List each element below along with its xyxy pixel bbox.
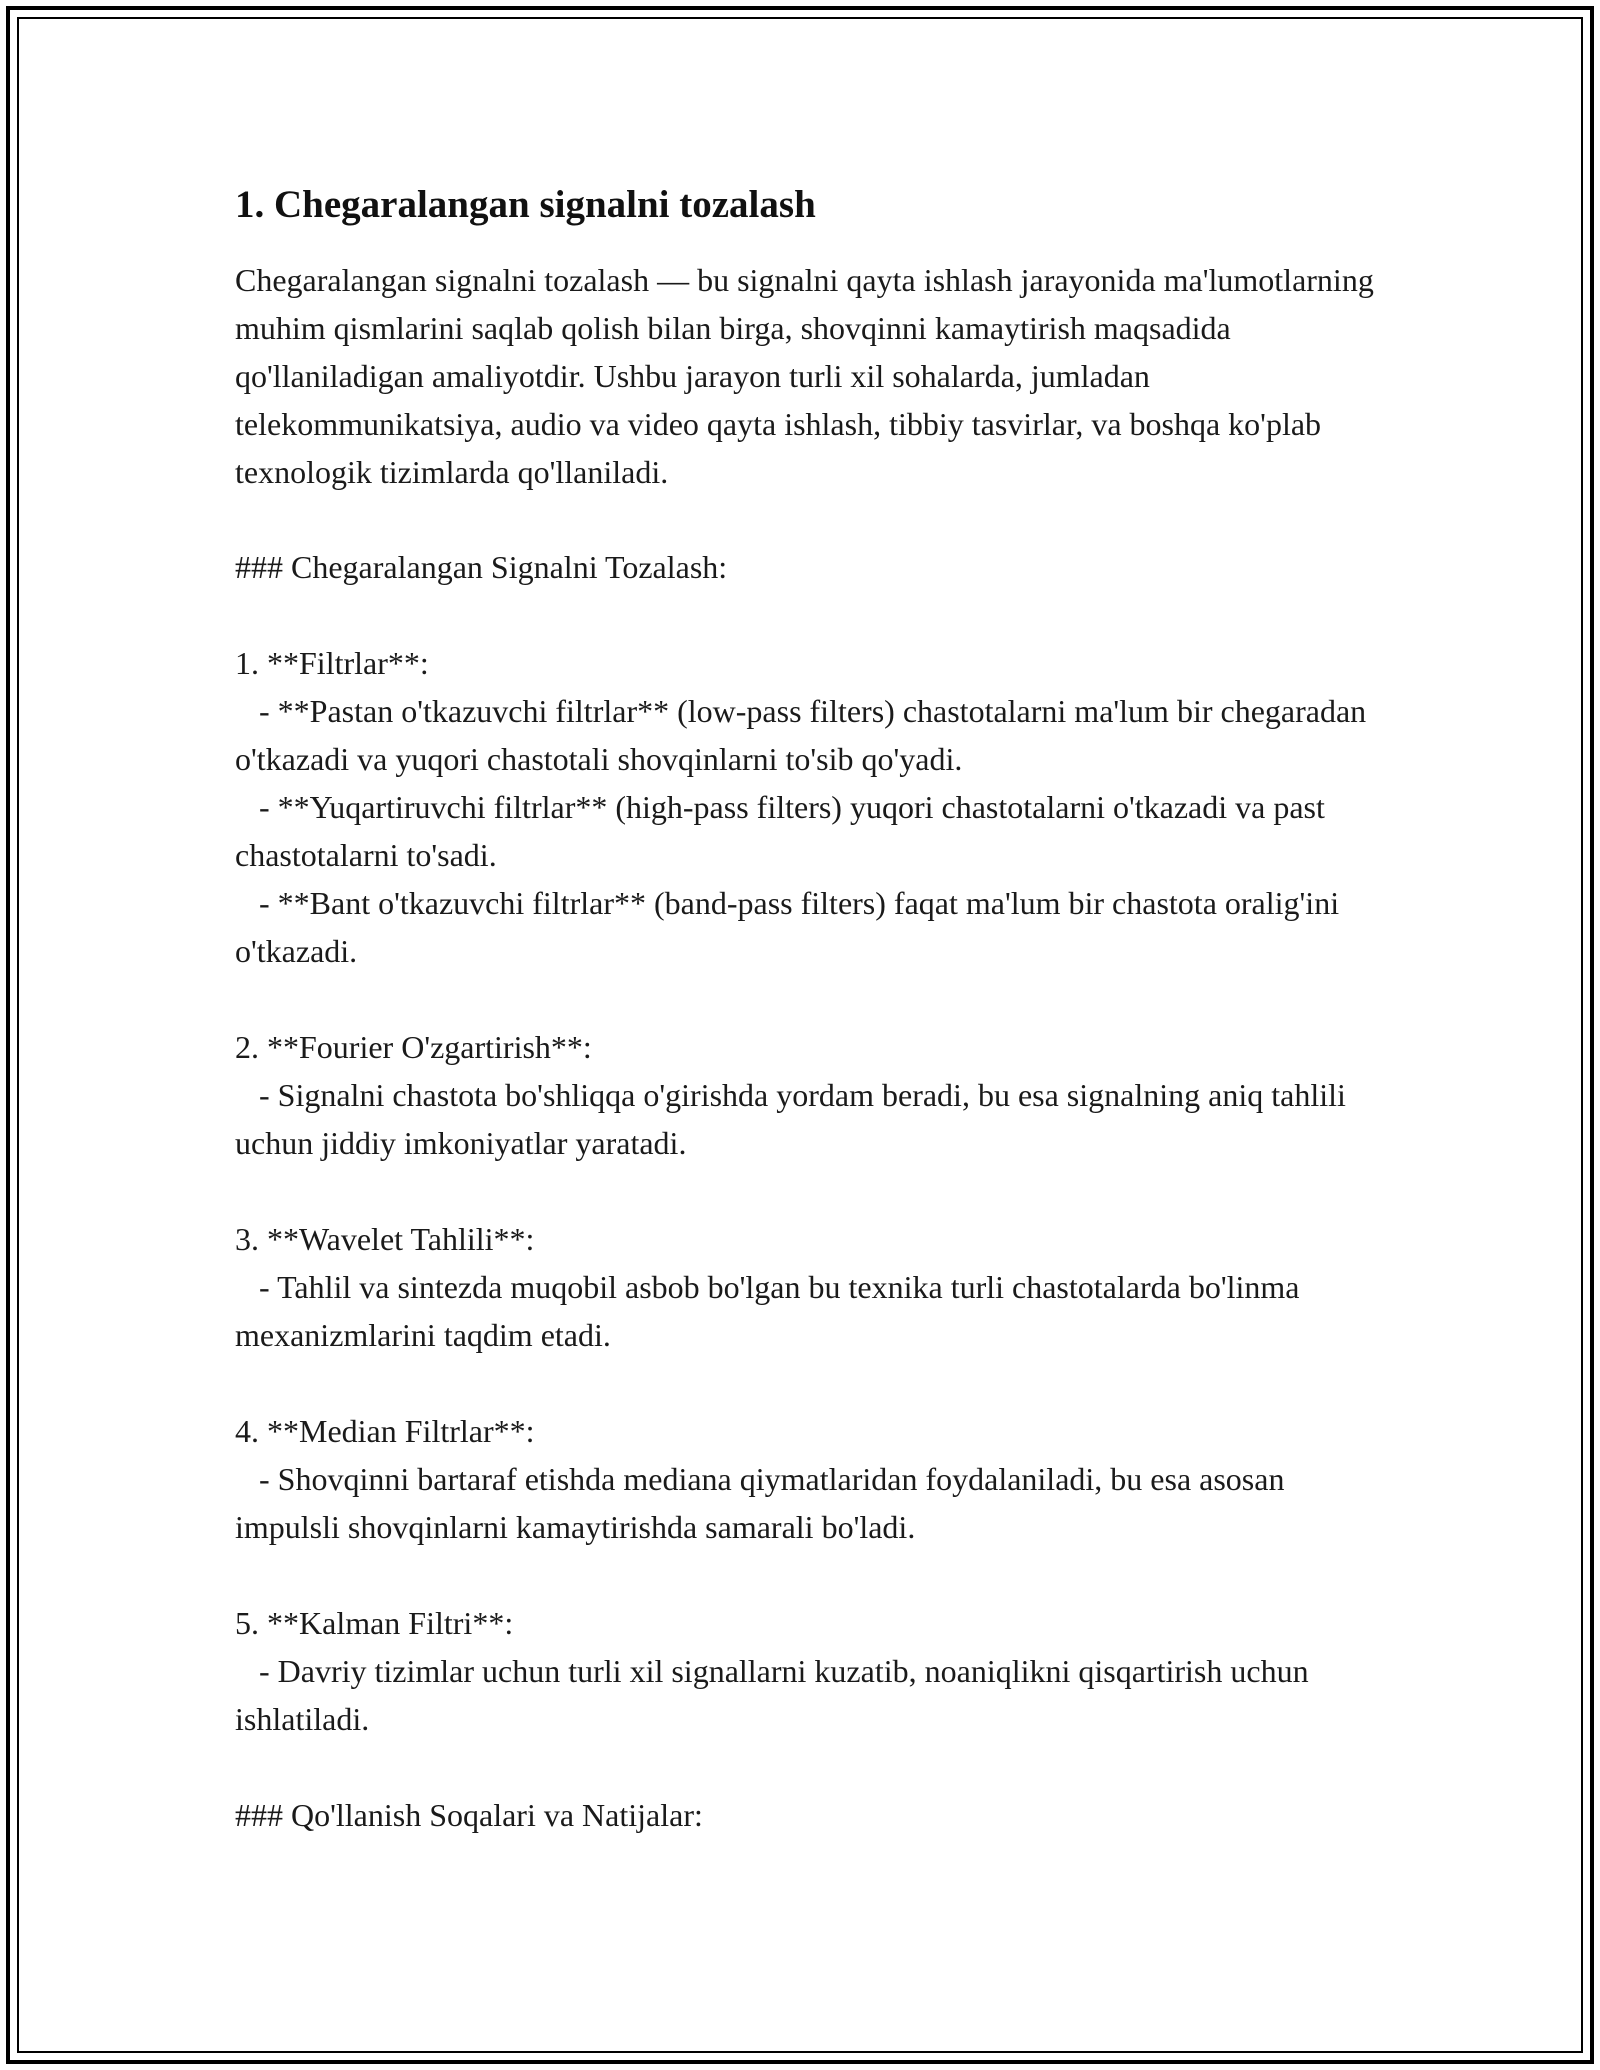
section-heading-applications: ### Qo'llanish Soqalari va Natijalar: bbox=[235, 1796, 703, 1833]
list-item-kalman bbox=[235, 1599, 1385, 1743]
document-body bbox=[235, 182, 1385, 1839]
list-item-median bbox=[235, 1407, 1385, 1551]
item-bullet: - **Bant o'tkazuvchi filtrlar** (band-pass filters) faqat ma'lum bir chastota oralig'ini o'tkazadi. bbox=[235, 884, 1340, 969]
item-bullet: - **Pastan o'tkazuvchi filtrlar** (low-pass filters) chastotalarni ma'lum bir chegaradan o'tkazadi va yuqori chastotali shovqinlarni to'sib qo'yadi. bbox=[235, 692, 1367, 777]
item-bullet: - Tahlil va sintezda muqobil asbob bo'lgan bu texnika turli chastotalarda bo'linma mexanizmlarini taqdim etadi. bbox=[235, 1268, 1300, 1353]
document-title: 1. Chegaralangan signalni tozalash bbox=[235, 183, 816, 226]
list-item-wavelet bbox=[235, 1215, 1385, 1359]
item-title: 1. **Filtrlar**: bbox=[235, 644, 429, 681]
list-item-filters bbox=[235, 639, 1385, 975]
item-bullet: - **Yuqartiruvchi filtrlar** (high-pass filters) yuqori chastotalarni o'tkazadi va past chastotalarni to'sadi. bbox=[235, 788, 1325, 873]
list-item-fourier bbox=[235, 1023, 1385, 1167]
item-title: 5. **Kalman Filtri**: bbox=[235, 1604, 514, 1641]
item-title: 3. **Wavelet Tahlili**: bbox=[235, 1220, 535, 1257]
item-bullet: - Davriy tizimlar uchun turli xil signallarni kuzatib, noaniqlikni qisqartirish uchun ishlatiladi. bbox=[235, 1652, 1309, 1737]
item-bullet: - Shovqinni bartaraf etishda mediana qiymatlaridan foydalaniladi, bu esa asosan impulsli shovqinlarni kamaytirishda samarali bo'ladi. bbox=[235, 1460, 1285, 1545]
intro-paragraph: Chegaralangan signalni tozalash — bu signalni qayta ishlash jarayonida ma'lumotlarning muhim qismlarini saqlab qolish bilan birga, shovqinni kamaytirish maqsadida qo'llaniladigan amaliyotdir. Ushbu jarayon turli xil sohalarda, jumladan telekommunikatsiya, audio va video qayta ishlash, tibbiy tasvirlar, va boshqa ko'plab texnologik tizimlarda qo'llaniladi. bbox=[235, 261, 1374, 490]
item-bullet: - Signalni chastota bo'shliqqa o'girishda yordam beradi, bu esa signalning aniq tahlili uchun jiddiy imkoniyatlar yaratadi. bbox=[235, 1076, 1346, 1161]
item-title: 2. **Fourier O'zgartirish**: bbox=[235, 1028, 592, 1065]
item-title: 4. **Median Filtrlar**: bbox=[235, 1412, 535, 1449]
section-heading-methods: ### Chegaralangan Signalni Tozalash: bbox=[235, 548, 728, 585]
